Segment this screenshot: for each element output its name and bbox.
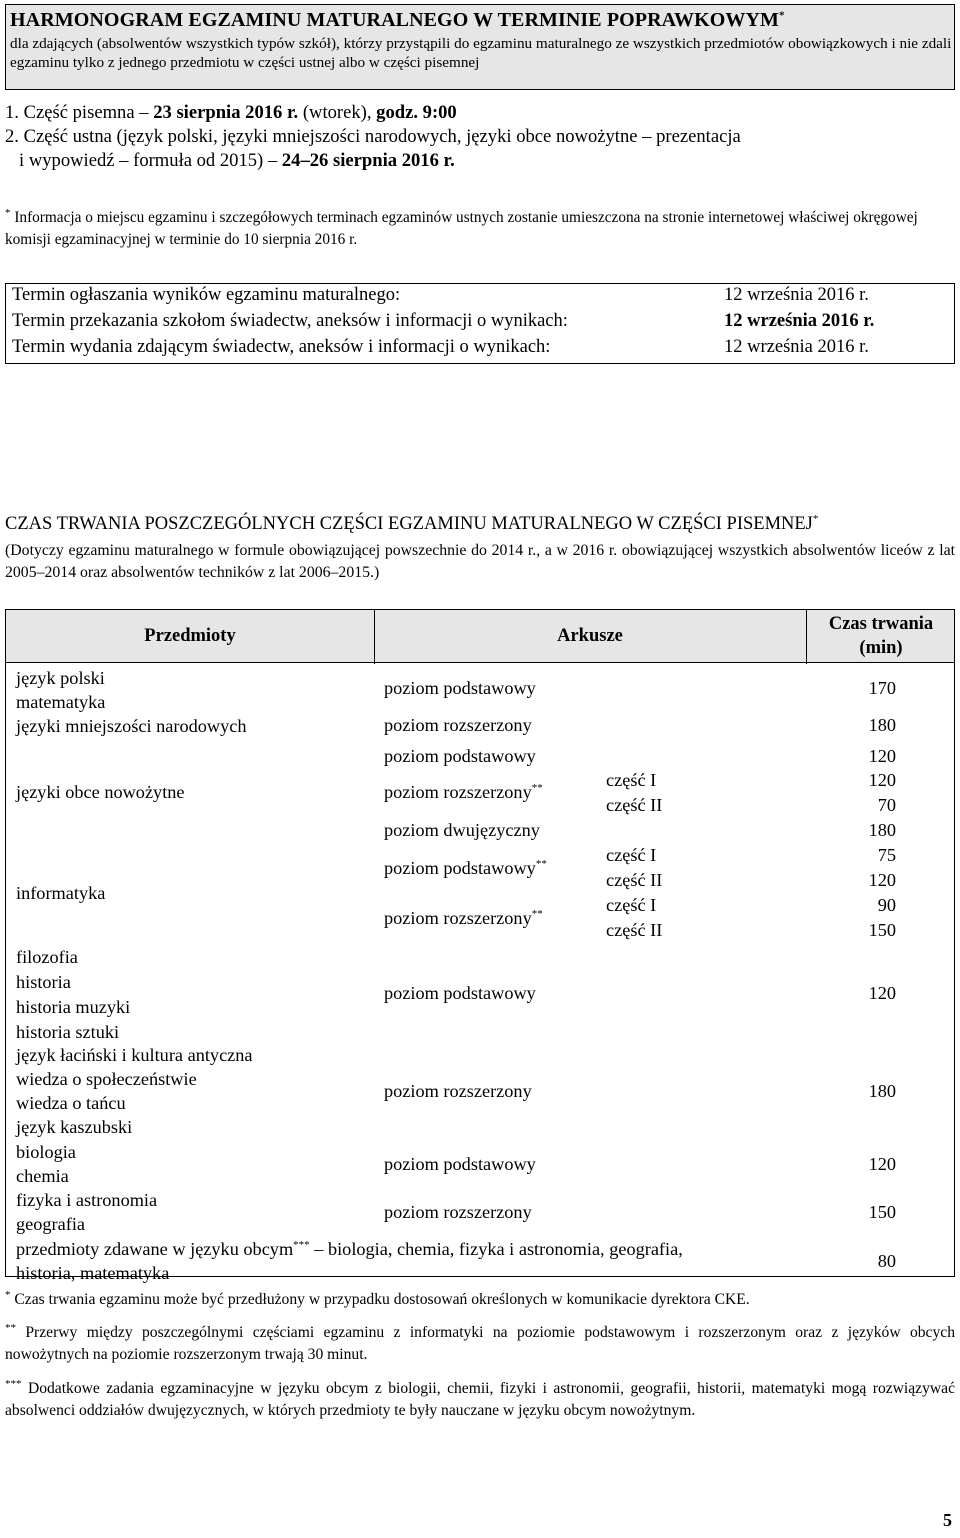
duration-value: 120 (868, 770, 896, 790)
duration-value: 70 (877, 795, 896, 815)
result-terms-box (5, 283, 955, 364)
sheet-level: poziom rozszerzony (384, 1081, 532, 1101)
header-duration-l1: Czas trwania (828, 614, 934, 634)
sheet-level: poziom podstawowy (384, 983, 536, 1003)
sheet-part: część II (606, 870, 663, 890)
sheet-level (384, 856, 547, 880)
sheet-level: poziom rozszerzony (384, 1202, 532, 1222)
item2-line2-prefix: i wypowiedź – formuła od 2015) – (19, 150, 282, 171)
subject: geografia (16, 1214, 86, 1234)
duration-value: 80 (877, 1251, 896, 1271)
sheet-part: część II (606, 920, 663, 940)
header-subjects: Przedmioty (144, 626, 236, 646)
item1-prefix: 1. Część pisemna – (5, 102, 154, 123)
subject: język kaszubski (16, 1117, 133, 1137)
subject: historia muzyki (16, 997, 131, 1017)
title-footnote-mark: * (779, 9, 785, 22)
section-title-mark: * (812, 512, 819, 525)
schedule-items (5, 101, 955, 173)
duration-table (5, 609, 955, 1283)
sheet-level-mark: ** (535, 857, 547, 870)
footnote-text: Czas trwania egzaminu może być przedłużony w przypadku dostosowań określonych w komunikacie dyrektora CKE. (10, 1291, 750, 1308)
term-label: Termin przekazania szkołom świadectw, aneksów i informacji o wynikach: (12, 311, 568, 331)
subject: wiedza o tańcu (16, 1093, 126, 1113)
subject: chemia (16, 1166, 69, 1186)
term-label: Termin ogłaszania wyników egzaminu maturalnego: (12, 285, 401, 305)
note-mark: * (5, 206, 11, 219)
subject: filozofia (16, 947, 78, 967)
sheet-level-mark: ** (531, 781, 543, 794)
section-title-text: CZAS TRWANIA POSZCZEGÓLNYCH CZĘŚCI EGZAMINU MATURALNEGO W CZĘŚCI PISEMNEJ (5, 514, 813, 534)
sheet-level: poziom podstawowy (384, 678, 536, 698)
item1-date: 23 sierpnia 2016 r. (153, 102, 299, 123)
subject: historia (16, 972, 71, 992)
duration-value: 90 (877, 895, 896, 915)
schedule-description: dla zdających (absolwentów wszystkich typów szkół), którzy przystąpili do egzaminu maturalnego ze wszystkich przedmiotów obowiązkowych i nie zdali egzaminu tylko z jednego przedmiotu w części ustnej albo w części pisemnej (10, 35, 952, 71)
sheet-level-text: poziom podstawowy (384, 858, 536, 878)
duration-value: 180 (868, 820, 896, 840)
duration-value: 180 (868, 715, 896, 735)
item2-line1: 2. Część ustna (język polski, języki mniejszości narodowych, języki obce nowożytne – prezentacja (5, 126, 741, 147)
item-oral-part (5, 125, 955, 149)
footnote-text: Przerwy między poszczególnymi częściami egzaminu z informatyki na poziomie podstawowym i rozszerzonym oraz z języków obcych nowożytnych na poziomie rozszerzonym trwają 30 minut. (5, 1324, 955, 1363)
sheet-level: poziom podstawowy (384, 1154, 536, 1174)
footnote-3 (5, 1378, 955, 1422)
subject: matematyka (16, 692, 106, 712)
exam-location-note (5, 207, 955, 251)
term-label: Termin wydania zdającym świadectw, aneksów i informacji o wynikach: (12, 337, 551, 357)
footnote-mark: ** (5, 1321, 16, 1334)
sheet-level (384, 906, 543, 930)
sheet-level: poziom podstawowy (384, 746, 536, 766)
subject: informatyka (16, 883, 106, 903)
subject: biologia (16, 1142, 76, 1162)
sheet-part: część I (606, 845, 657, 865)
sheet-level-mark: ** (531, 907, 543, 920)
term-row (12, 285, 947, 311)
subject: historia, matematyka (16, 1263, 170, 1283)
title-text: HARMONOGRAM EGZAMINU MATURALNEGO W TERMINIE POPRAWKOWYM (10, 9, 780, 31)
footnote-text: Dodatkowe zadania egzaminacyjne w języku obcym z biologii, chemii, fizyki i astronomii, geografii, historii, matematyki mogą rozwiązywać absolwenci oddziałów dwujęzycznych, w których przedmioty te były nauczane w języku obcym nowożytnym. (5, 1380, 955, 1419)
sheet-level-text: poziom rozszerzony (384, 908, 532, 928)
subject: język łaciński i kultura antyczna (16, 1045, 253, 1065)
sheet-part: część I (606, 895, 657, 915)
item-oral-part-cont (5, 149, 955, 173)
footnote-mark: *** (5, 1377, 22, 1390)
footnote-mark: * (5, 1288, 11, 1301)
term-row (12, 337, 947, 363)
duration-value: 150 (868, 1202, 896, 1222)
duration-value: 120 (868, 870, 896, 890)
term-value: 12 września 2016 r. (724, 337, 869, 357)
duration-section-subtitle: (Dotyczy egzaminu maturalnego w formule obowiązującej powszechnie do 2014 r., a w 2016 r. obowiązującej wszystkich absolwentów liceów z lat 2005–2014 oraz absolwentów techników z lat 2006–2015.) (5, 542, 955, 581)
header-duration (806, 612, 956, 660)
subject-text-cont: – biologia, chemia, fizyka i astronomia, geografia, (309, 1239, 683, 1259)
note-text: Informacja o miejscu egzaminu i szczegółowych terminach egzaminów ustnych zostanie umieszczona na stronie internetowej właściwej okręgowej komisji egzaminacyjnej w terminie do 10 sierpnia 2016 r. (5, 209, 918, 248)
sheet-level: poziom dwujęzyczny (384, 820, 540, 840)
sheet-level-text: poziom rozszerzony (384, 782, 532, 802)
term-value: 12 września 2016 r. (724, 311, 875, 331)
item1-time: godz. 9:00 (376, 102, 457, 123)
subject-text: przedmioty zdawane w języku obcym (16, 1239, 294, 1259)
duration-section-title (5, 514, 818, 535)
duration-value: 120 (868, 1154, 896, 1174)
table-body (5, 663, 955, 1283)
subject: język polski (16, 668, 105, 688)
duration-value: 120 (868, 746, 896, 766)
item1-day: (wtorek), (298, 102, 377, 123)
table-header (5, 609, 955, 663)
term-row (12, 311, 947, 337)
schedule-title (10, 8, 952, 32)
duration-value: 150 (868, 920, 896, 940)
footnote-2 (5, 1322, 955, 1366)
subject: języki obce nowożytne (16, 782, 185, 802)
item-written-part (5, 101, 955, 125)
duration-value: 75 (877, 845, 896, 865)
subject: fizyka i astronomia (16, 1190, 158, 1210)
duration-value: 170 (868, 678, 896, 698)
item2-date: 24–26 sierpnia 2016 r. (281, 150, 455, 171)
subject (16, 1237, 683, 1261)
footnote-1 (5, 1289, 955, 1311)
sheet-level (384, 780, 543, 804)
subject: języki mniejszości narodowych (16, 716, 247, 736)
header-sheets: Arkusze (557, 626, 623, 646)
header-duration-l2: (min) (859, 638, 903, 658)
subject-mark: *** (293, 1238, 310, 1251)
subject: historia sztuki (16, 1022, 120, 1042)
page-number: 5 (943, 1510, 952, 1530)
sheet-part: część I (606, 770, 657, 790)
duration-value: 180 (868, 1081, 896, 1101)
sheet-part: część II (606, 795, 663, 815)
schedule-header-box (5, 4, 955, 90)
subject: wiedza o społeczeństwie (16, 1069, 197, 1089)
duration-value: 120 (868, 983, 896, 1003)
term-value: 12 września 2016 r. (724, 285, 869, 305)
sheet-level: poziom rozszerzony (384, 715, 532, 735)
